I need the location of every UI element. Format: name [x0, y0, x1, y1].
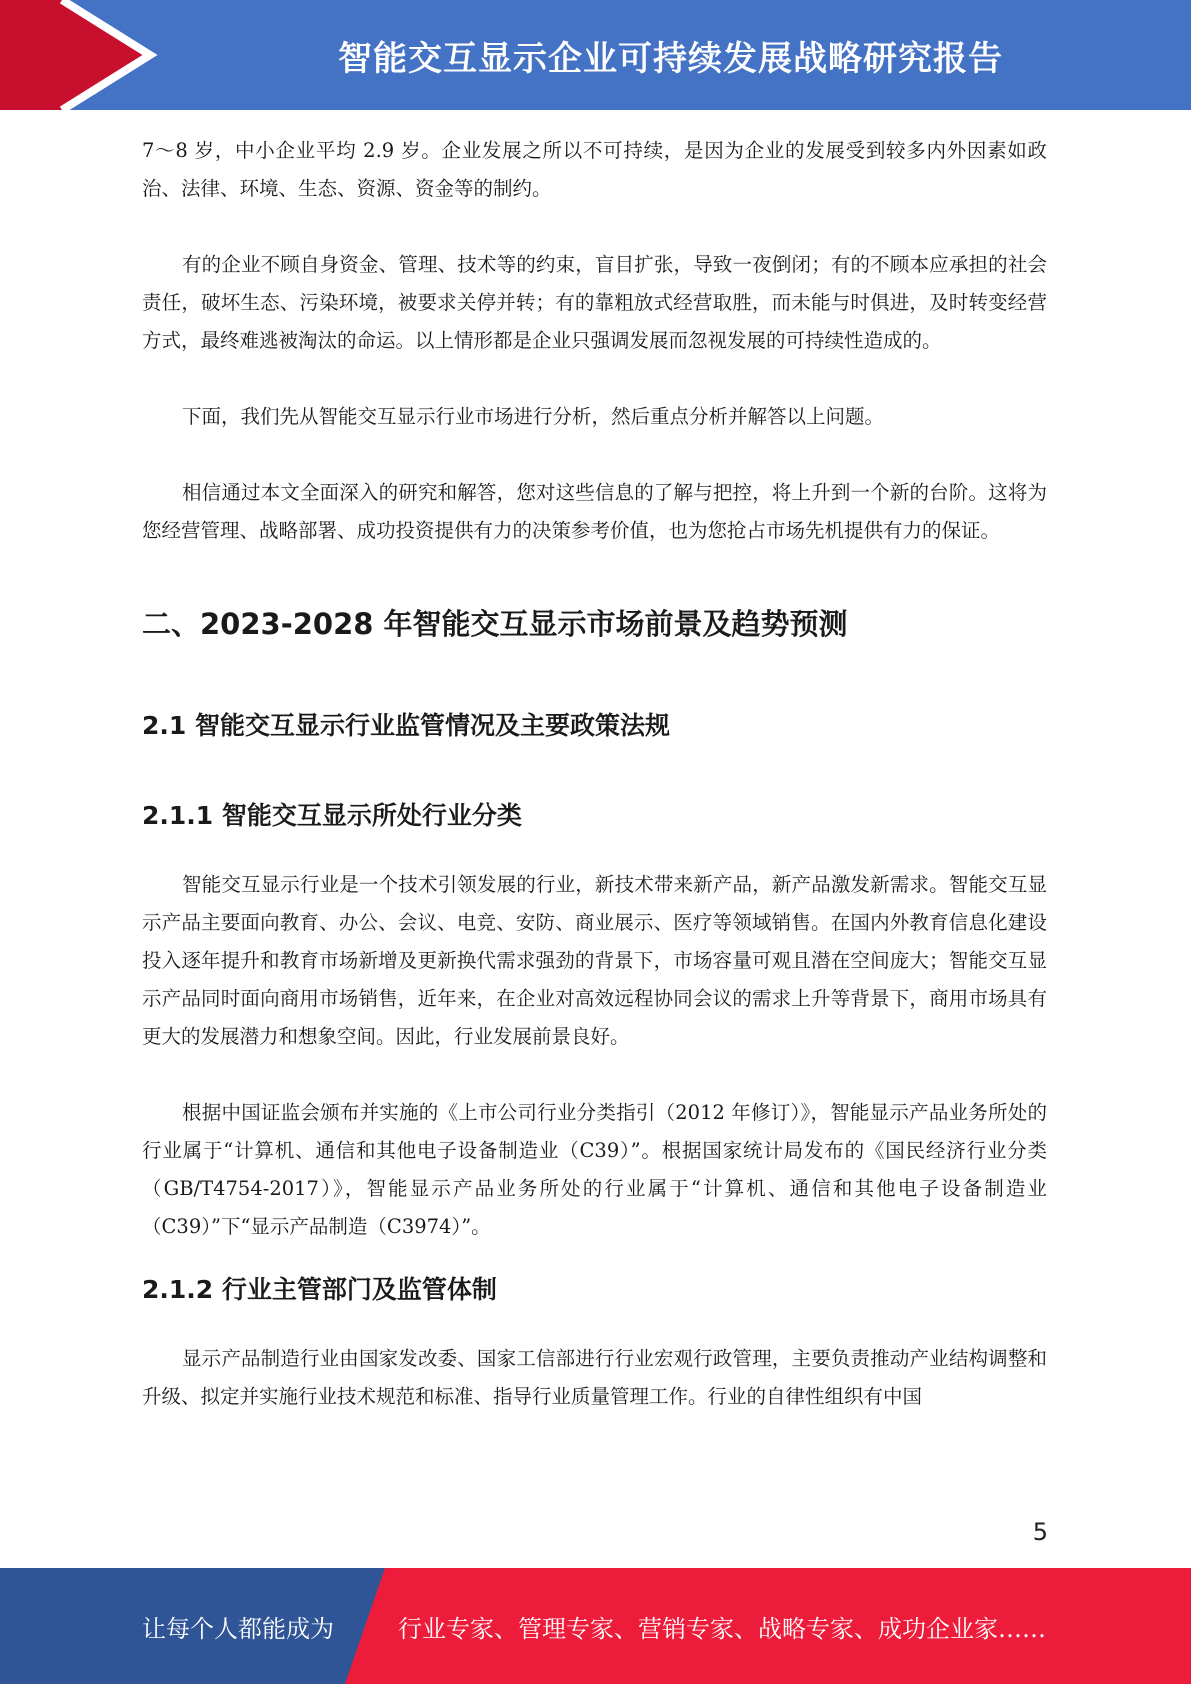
subsection-heading: 2.1 智能交互显示行业监管情况及主要政策法规: [142, 711, 670, 740]
footer-slogan-right: 行业专家、管理专家、营销专家、战略专家、成功企业家……: [398, 1614, 1046, 1643]
paragraph: 7～8 岁，中小企业平均 2.9 岁。企业发展之所以不可持续，是因为企业的发展受到较多内外因素如政治、法律、环境、生态、资源、资金等的制约。: [142, 139, 1047, 200]
paragraph: 下面，我们先从智能交互显示行业市场进行分析，然后重点分析并解答以上问题。: [182, 405, 885, 428]
document-body: [142, 132, 1047, 1416]
paragraph: 智能交互显示行业是一个技术引领发展的行业，新技术带来新产品，新产品激发新需求。智能交互显示产品主要面向教育、办公、会议、电竞、安防、商业展示、医疗等领域销售。在国内外教育信息化建设投入逐年提升和教育市场新增及更新换代需求强劲的背景下，市场容量可观且潜在空间庞大；智能交互显示产品同时面向商用市场销售，近年来，在企业对高效远程协同会议的需求上升等背景下，商用市场具有更大的发展潜力和想象空间。因此，行业发展前景良好。: [142, 873, 1047, 1048]
footer-banner: [0, 1568, 1191, 1684]
header-banner: [0, 0, 1191, 110]
footer-slogan-left: 让每个人都能成为: [142, 1614, 334, 1643]
subsubsection-heading: 2.1.2 行业主管部门及监管体制: [142, 1275, 497, 1304]
paragraph: 根据中国证监会颁布并实施的《上市公司行业分类指引（2012 年修订）》，智能显示产品业务所处的行业属于“计算机、通信和其他电子设备制造业（C39）”。根据国家统计局发布的《国民经济行业分类（GB/T4754-2017）》，智能显示产品业务所处的行业属于“计算机、通信和其他电子设备制造业（C39）”下“显示产品制造（C3974）”。: [142, 1101, 1047, 1238]
page-number: 5: [1032, 1518, 1048, 1546]
report-title: 智能交互显示企业可持续发展战略研究报告: [338, 38, 1003, 79]
section-heading: 二、2023-2028 年智能交互显示市场前景及趋势预测: [142, 607, 848, 641]
paragraph: 显示产品制造行业由国家发改委、国家工信部进行行业宏观行政管理，主要负责推动产业结构调整和升级、拟定并实施行业技术规范和标准、指导行业质量管理工作。行业的自律性组织有中国: [142, 1347, 1047, 1408]
paragraph: 相信通过本文全面深入的研究和解答，您对这些信息的了解与把控，将上升到一个新的台阶。这将为您经营管理、战略部署、成功投资提供有力的决策参考价值，也为您抢占市场先机提供有力的保证。: [142, 481, 1047, 542]
paragraph: 有的企业不顾自身资金、管理、技术等的约束，盲目扩张，导致一夜倒闭；有的不顾本应承担的社会责任，破坏生态、污染环境，被要求关停并转；有的靠粗放式经营取胜，而未能与时俱进，及时转变经营方式，最终难逃被淘汰的命运。以上情形都是企业只强调发展而忽视发展的可持续性造成的。: [142, 253, 1047, 352]
header-arrow-decoration: [0, 0, 160, 110]
subsubsection-heading: 2.1.1 智能交互显示所处行业分类: [142, 801, 522, 830]
